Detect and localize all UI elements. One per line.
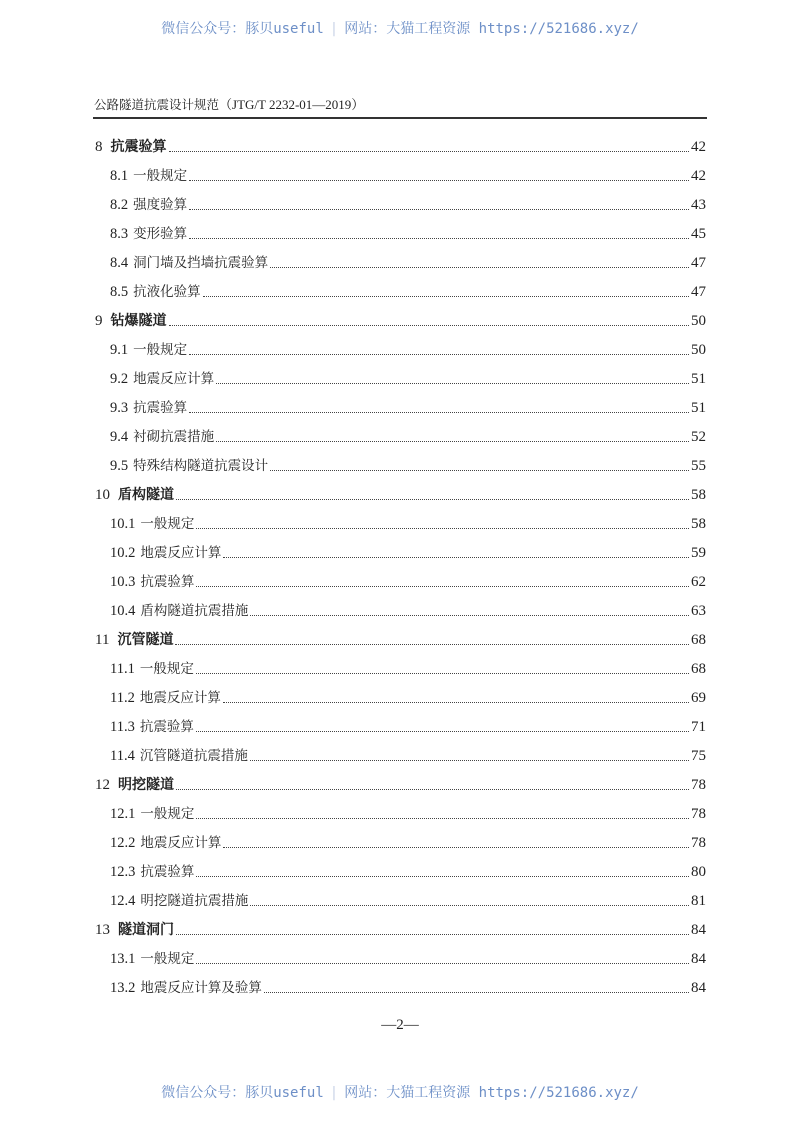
toc-entry-page: 51 bbox=[691, 371, 706, 387]
toc-entry-number: 10.3 bbox=[110, 574, 136, 590]
toc-section-entry[interactable] bbox=[110, 682, 706, 708]
dot-leader bbox=[189, 209, 689, 210]
toc-entry-title: 抗震验算 bbox=[139, 719, 194, 735]
toc-entry-page: 78 bbox=[691, 806, 706, 822]
toc-section-entry[interactable] bbox=[110, 450, 706, 476]
toc-section-entry[interactable] bbox=[110, 711, 706, 737]
dot-leader bbox=[196, 673, 689, 674]
toc-entry-title: 明挖隧道抗震措施 bbox=[140, 893, 249, 909]
watermark-wechat: 微信公众号：豚贝useful bbox=[161, 21, 324, 37]
toc-section-entry[interactable] bbox=[110, 943, 706, 969]
toc-entry-label bbox=[95, 137, 167, 157]
toc-entry-label bbox=[95, 920, 174, 940]
toc-entry-number: 8.2 bbox=[110, 197, 129, 213]
toc-entry-label bbox=[110, 282, 201, 302]
dot-leader bbox=[223, 557, 689, 558]
toc-entry-page: 52 bbox=[691, 429, 706, 445]
toc-entry-title: 地震反应计算 bbox=[139, 690, 221, 706]
toc-entry-title: 地震反应计算及验算 bbox=[140, 980, 262, 996]
toc-entry-label bbox=[110, 224, 187, 244]
toc-entry-number: 10.4 bbox=[110, 603, 136, 619]
toc-entry-title: 明挖隧道 bbox=[118, 777, 174, 793]
toc-entry-title: 一般规定 bbox=[139, 661, 194, 677]
dot-leader bbox=[216, 441, 689, 442]
dot-leader bbox=[270, 267, 689, 268]
toc-entry-number: 10.2 bbox=[110, 545, 136, 561]
toc-section-entry[interactable] bbox=[110, 566, 706, 592]
toc-entry-number: 8 bbox=[95, 139, 103, 155]
toc-chapter-entry[interactable] bbox=[95, 769, 706, 795]
toc-entry-page: 58 bbox=[691, 487, 706, 503]
toc-entry-number: 8.1 bbox=[110, 168, 129, 184]
toc-entry-title: 抗震验算 bbox=[140, 574, 195, 590]
toc-entry-page: 68 bbox=[691, 661, 706, 677]
dot-leader bbox=[250, 905, 689, 906]
watermark-top bbox=[0, 18, 800, 38]
dot-leader bbox=[169, 151, 690, 152]
toc-entry-page: 55 bbox=[691, 458, 706, 474]
toc-entry-title: 洞门墙及挡墙抗震验算 bbox=[133, 255, 269, 271]
dot-leader bbox=[176, 789, 689, 790]
dot-leader bbox=[270, 470, 689, 471]
toc-entry-title: 强度验算 bbox=[133, 197, 188, 213]
toc-entry-page: 59 bbox=[691, 545, 706, 561]
dot-leader bbox=[189, 412, 689, 413]
toc-entry-label bbox=[110, 398, 187, 418]
toc-entry-number: 13 bbox=[95, 922, 110, 938]
toc-entry-page: 45 bbox=[691, 226, 706, 242]
toc-entry-number: 9.3 bbox=[110, 400, 129, 416]
toc-entry-label bbox=[110, 891, 248, 911]
toc-entry-page: 78 bbox=[691, 835, 706, 851]
dot-leader bbox=[264, 992, 689, 993]
toc-entry-page: 42 bbox=[691, 168, 706, 184]
toc-entry-number: 11 bbox=[95, 632, 110, 648]
toc-entry-page: 62 bbox=[691, 574, 706, 590]
dot-leader bbox=[223, 847, 689, 848]
toc-entry-label bbox=[110, 253, 268, 273]
toc-section-entry[interactable] bbox=[110, 653, 706, 679]
toc-chapter-entry[interactable] bbox=[95, 914, 706, 940]
dot-leader bbox=[176, 934, 689, 935]
dot-leader bbox=[189, 238, 689, 239]
toc-entry-label bbox=[110, 949, 194, 969]
toc-entry-page: 58 bbox=[691, 516, 706, 532]
toc-entry-title: 地震反应计算 bbox=[140, 545, 222, 561]
toc-entry-number: 9.4 bbox=[110, 429, 129, 445]
watermark-website: 网站：大猫工程资源 https://521686.xyz/ bbox=[344, 21, 639, 37]
toc-entry-title: 变形验算 bbox=[133, 226, 188, 242]
toc-section-entry[interactable] bbox=[110, 885, 706, 911]
toc-chapter-entry[interactable] bbox=[95, 624, 706, 650]
toc-section-entry[interactable] bbox=[110, 392, 706, 418]
toc-entry-title: 钻爆隧道 bbox=[110, 313, 167, 329]
toc-entry-label bbox=[110, 978, 262, 998]
toc-entry-label bbox=[95, 630, 173, 650]
toc-entry-number: 8.4 bbox=[110, 255, 129, 271]
header-code: （JTG/T 2232-01—2019） bbox=[219, 97, 365, 112]
watermark-separator: | bbox=[329, 21, 339, 37]
toc-entry-label bbox=[110, 340, 187, 360]
toc-entry-label bbox=[110, 166, 187, 186]
dot-leader bbox=[250, 615, 689, 616]
toc-entry-page: 81 bbox=[691, 893, 706, 909]
header-title: 公路隧道抗震设计规范 bbox=[94, 97, 220, 112]
toc-entry-label bbox=[110, 804, 194, 824]
toc-entry-page: 84 bbox=[691, 922, 706, 938]
toc-entry-number: 9.5 bbox=[110, 458, 129, 474]
toc-entry-title: 一般规定 bbox=[140, 516, 195, 532]
dot-leader bbox=[216, 383, 689, 384]
toc-entry-number: 13.1 bbox=[110, 951, 136, 967]
toc-entry-number: 12 bbox=[95, 777, 110, 793]
toc-chapter-entry[interactable] bbox=[95, 131, 706, 157]
toc-entry-page: 71 bbox=[691, 719, 706, 735]
toc-entry-title: 地震反应计算 bbox=[133, 371, 215, 387]
toc-entry-label bbox=[110, 717, 194, 737]
toc-section-entry[interactable] bbox=[110, 421, 706, 447]
toc-entry-page: 47 bbox=[691, 284, 706, 300]
toc-entry-number: 9.1 bbox=[110, 342, 129, 358]
toc-entry-title: 沉管隧道抗震措施 bbox=[139, 748, 248, 764]
toc-entry-title: 盾构隧道抗震措施 bbox=[140, 603, 249, 619]
toc-section-entry[interactable] bbox=[110, 218, 706, 244]
header-rule bbox=[93, 117, 707, 119]
dot-leader bbox=[196, 731, 689, 732]
toc-entry-label bbox=[95, 311, 167, 331]
toc-entry-page: 43 bbox=[691, 197, 706, 213]
dot-leader bbox=[250, 760, 689, 761]
toc-entry-label bbox=[110, 514, 194, 534]
toc-chapter-entry[interactable] bbox=[95, 305, 706, 331]
toc-entry-page: 78 bbox=[691, 777, 706, 793]
toc-entry-number: 9 bbox=[95, 313, 103, 329]
toc-entry-number: 8.3 bbox=[110, 226, 129, 242]
dot-leader bbox=[196, 876, 689, 877]
dot-leader bbox=[175, 644, 689, 645]
toc-entry-title: 盾构隧道 bbox=[118, 487, 174, 503]
dot-leader bbox=[196, 818, 689, 819]
toc-section-entry[interactable] bbox=[110, 972, 706, 998]
toc-entry-page: 42 bbox=[691, 139, 706, 155]
toc-entry-title: 隧道洞门 bbox=[118, 922, 174, 938]
toc-entry-title: 衬砌抗震措施 bbox=[133, 429, 215, 445]
watermark-wechat: 微信公众号：豚贝useful bbox=[161, 1085, 324, 1101]
toc-section-entry[interactable] bbox=[110, 189, 706, 215]
toc-entry-page: 63 bbox=[691, 603, 706, 619]
dot-leader bbox=[169, 325, 690, 326]
toc-entry-title: 一般规定 bbox=[140, 806, 195, 822]
toc-entry-title: 抗震验算 bbox=[133, 400, 188, 416]
toc-entry-number: 10 bbox=[95, 487, 110, 503]
toc-entry-title: 沉管隧道 bbox=[117, 632, 174, 648]
watermark-website: 网站：大猫工程资源 https://521686.xyz/ bbox=[344, 1085, 639, 1101]
toc-section-entry[interactable] bbox=[110, 276, 706, 302]
dot-leader bbox=[196, 528, 689, 529]
toc-entry-number: 12.1 bbox=[110, 806, 136, 822]
toc-entry-page: 84 bbox=[691, 951, 706, 967]
dot-leader bbox=[203, 296, 689, 297]
dot-leader bbox=[223, 702, 689, 703]
toc-entry-page: 47 bbox=[691, 255, 706, 271]
toc-entry-label bbox=[110, 369, 214, 389]
toc-entry-number: 11.1 bbox=[110, 661, 135, 677]
toc-entry-title: 特殊结构隧道抗震设计 bbox=[133, 458, 269, 474]
toc-entry-page: 69 bbox=[691, 690, 706, 706]
toc-section-entry[interactable] bbox=[110, 798, 706, 824]
toc-section-entry[interactable] bbox=[110, 856, 706, 882]
toc-entry-label bbox=[95, 485, 174, 505]
toc-entry-title: 抗震验算 bbox=[140, 864, 195, 880]
toc-section-entry[interactable] bbox=[110, 247, 706, 273]
toc-section-entry[interactable] bbox=[110, 595, 706, 621]
toc-entry-number: 12.3 bbox=[110, 864, 136, 880]
toc-entry-label bbox=[110, 572, 194, 592]
toc-section-entry[interactable] bbox=[110, 363, 706, 389]
toc-entry-label bbox=[110, 862, 194, 882]
toc-entry-title: 一般规定 bbox=[133, 342, 188, 358]
toc-entry-label bbox=[110, 543, 221, 563]
toc-entry-page: 84 bbox=[691, 980, 706, 996]
toc-entry-label bbox=[110, 601, 248, 621]
toc-entry-title: 抗震验算 bbox=[110, 139, 167, 155]
toc-entry-page: 75 bbox=[691, 748, 706, 764]
toc-entry-number: 11.4 bbox=[110, 748, 135, 764]
page-number: —2— bbox=[381, 1017, 419, 1033]
toc-entry-label bbox=[110, 746, 248, 766]
toc-section-entry[interactable] bbox=[110, 508, 706, 534]
toc-entry-number: 8.5 bbox=[110, 284, 129, 300]
toc-entry-label bbox=[110, 833, 221, 853]
dot-leader bbox=[196, 586, 689, 587]
toc-entry-page: 68 bbox=[691, 632, 706, 648]
toc-entry-title: 抗液化验算 bbox=[133, 284, 201, 300]
toc-entry-number: 9.2 bbox=[110, 371, 129, 387]
dot-leader bbox=[189, 180, 689, 181]
toc-entry-number: 12.2 bbox=[110, 835, 136, 851]
running-header bbox=[94, 94, 364, 113]
toc-entry-label bbox=[110, 456, 268, 476]
dot-leader bbox=[176, 499, 689, 500]
toc-entry-title: 一般规定 bbox=[140, 951, 195, 967]
toc-section-entry[interactable] bbox=[110, 537, 706, 563]
toc-entry-page: 50 bbox=[691, 342, 706, 358]
toc-entry-label bbox=[110, 688, 221, 708]
toc-chapter-entry[interactable] bbox=[95, 479, 706, 505]
dot-leader bbox=[189, 354, 689, 355]
watermark-bottom bbox=[0, 1082, 800, 1102]
toc-section-entry[interactable] bbox=[110, 334, 706, 360]
toc-entry-label bbox=[110, 659, 194, 679]
toc-entry-number: 11.2 bbox=[110, 690, 135, 706]
toc-entry-page: 80 bbox=[691, 864, 706, 880]
toc-entry-page: 50 bbox=[691, 313, 706, 329]
toc-entry-label bbox=[110, 195, 187, 215]
toc-section-entry[interactable] bbox=[110, 827, 706, 853]
toc-entry-number: 11.3 bbox=[110, 719, 135, 735]
toc-entry-label bbox=[95, 775, 174, 795]
dot-leader bbox=[196, 963, 689, 964]
toc-entry-title: 一般规定 bbox=[133, 168, 188, 184]
toc-entry-number: 10.1 bbox=[110, 516, 136, 532]
toc-section-entry[interactable] bbox=[110, 740, 706, 766]
toc-entry-label bbox=[110, 427, 214, 447]
watermark-separator: | bbox=[329, 1085, 339, 1101]
toc-entry-number: 12.4 bbox=[110, 893, 136, 909]
toc-entry-number: 13.2 bbox=[110, 980, 136, 996]
toc-section-entry[interactable] bbox=[110, 160, 706, 186]
toc-entry-title: 地震反应计算 bbox=[140, 835, 222, 851]
toc-entry-page: 51 bbox=[691, 400, 706, 416]
